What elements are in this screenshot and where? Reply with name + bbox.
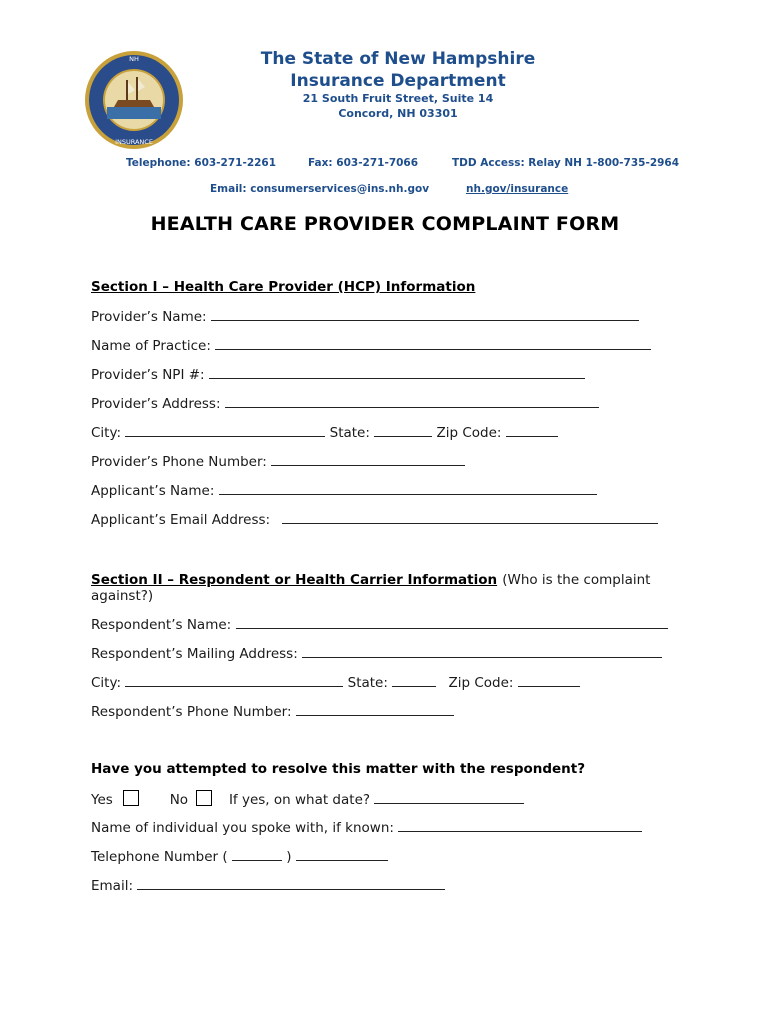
svg-text:INSURANCE: INSURANCE xyxy=(115,138,153,146)
provider-phone-field[interactable] xyxy=(271,453,465,466)
providers-name-row xyxy=(91,308,639,325)
applicant-name-label: Applicant’s Name: xyxy=(91,483,215,499)
respondent-city-field[interactable] xyxy=(125,674,343,687)
npi-label: Provider’s NPI #: xyxy=(91,367,205,383)
telephone-number-field[interactable] xyxy=(296,848,388,861)
individual-row xyxy=(91,819,642,836)
respondent-mailing-label: Respondent’s Mailing Address: xyxy=(91,646,298,662)
city-label: City: xyxy=(91,425,122,441)
resolution-question: Have you attempted to resolve this matter with the respondent? xyxy=(91,761,586,777)
respondent-mailing-row xyxy=(91,645,662,662)
applicant-name-row xyxy=(91,482,597,499)
respondent-phone-label: Respondent’s Phone Number: xyxy=(91,704,292,720)
yes-no-row xyxy=(91,790,524,808)
zip-field[interactable] xyxy=(506,424,558,437)
respondent-phone-row xyxy=(91,703,454,720)
section2-heading-note-cont: against?) xyxy=(91,588,154,604)
resolution-date-field[interactable] xyxy=(374,791,524,804)
practice-name-label: Name of Practice: xyxy=(91,338,211,354)
applicant-email-label: Applicant’s Email Address: xyxy=(91,512,271,528)
city-field[interactable] xyxy=(125,424,325,437)
providers-name-label: Provider’s Name: xyxy=(91,309,207,325)
applicant-name-field[interactable] xyxy=(219,482,597,495)
respondent-name-label: Respondent’s Name: xyxy=(91,617,232,633)
address-line2: Concord, NH 03301 xyxy=(338,107,458,120)
respondent-city-label: City: xyxy=(91,675,122,691)
yes-label: Yes xyxy=(91,792,113,808)
agency-title-line1: The State of New Hampshire xyxy=(260,49,536,69)
fax-text: Fax: 603-271-7066 xyxy=(308,157,419,169)
yes-checkbox[interactable] xyxy=(123,790,139,806)
address-line1: 21 South Fruit Street, Suite 14 xyxy=(302,92,494,105)
if-yes-date-label: If yes, on what date? xyxy=(228,792,371,808)
respondent-state-field[interactable] xyxy=(392,674,436,687)
agency-title-line2: Insurance Department xyxy=(290,71,506,91)
respondent-mailing-field[interactable] xyxy=(302,645,662,658)
applicant-email-field[interactable] xyxy=(282,511,658,524)
section2-heading-row xyxy=(91,569,650,588)
section1-heading: Section I – Health Care Provider (HCP) Information xyxy=(91,279,476,295)
respondent-name-row xyxy=(91,616,668,633)
provider-address-label: Provider’s Address: xyxy=(91,396,221,412)
practice-name-field[interactable] xyxy=(215,337,651,350)
no-label: No xyxy=(169,792,189,808)
respondent-state-label: State: xyxy=(347,675,388,691)
state-field[interactable] xyxy=(374,424,432,437)
website-link[interactable]: nh.gov/insurance xyxy=(466,183,569,195)
resolution-email-row xyxy=(91,877,445,894)
telephone-paren-close: ) xyxy=(286,849,292,865)
practice-name-row xyxy=(91,337,651,354)
section2-heading: Section II – Respondent or Health Carrier Information xyxy=(91,572,498,588)
area-code-field[interactable] xyxy=(232,848,282,861)
telephone-number-label: Telephone Number ( xyxy=(91,849,228,865)
npi-row xyxy=(91,366,585,383)
respondent-city-row xyxy=(91,674,580,691)
svg-text:NH: NH xyxy=(129,55,139,63)
providers-name-field[interactable] xyxy=(211,308,639,321)
respondent-zip-label: Zip Code: xyxy=(448,675,514,691)
individual-label: Name of individual you spoke with, if known: xyxy=(91,820,394,836)
resolution-email-label: Email: xyxy=(91,878,134,894)
nh-insurance-seal-logo xyxy=(84,50,184,150)
resolution-telephone-row xyxy=(91,848,388,865)
tdd-text: TDD Access: Relay NH 1-800-735-2964 xyxy=(452,157,680,169)
respondent-name-field[interactable] xyxy=(236,616,668,629)
npi-field[interactable] xyxy=(209,366,585,379)
respondent-zip-field[interactable] xyxy=(518,674,580,687)
provider-phone-label: Provider’s Phone Number: xyxy=(91,454,267,470)
email-text: Email: consumerservices@ins.nh.gov xyxy=(210,183,430,195)
resolution-email-field[interactable] xyxy=(137,877,445,890)
no-checkbox[interactable] xyxy=(196,790,212,806)
provider-address-field[interactable] xyxy=(225,395,599,408)
respondent-phone-field[interactable] xyxy=(296,703,454,716)
provider-phone-row xyxy=(91,453,465,470)
individual-field[interactable] xyxy=(398,819,642,832)
telephone-text: Telephone: 603-271-2261 xyxy=(126,157,277,169)
applicant-email-row xyxy=(91,511,658,528)
state-label: State: xyxy=(329,425,370,441)
section2-heading-note: (Who is the complaint xyxy=(502,572,651,588)
provider-city-row xyxy=(91,424,558,441)
provider-address-row xyxy=(91,395,599,412)
form-title: HEALTH CARE PROVIDER COMPLAINT FORM xyxy=(150,213,620,235)
zip-label: Zip Code: xyxy=(436,425,502,441)
